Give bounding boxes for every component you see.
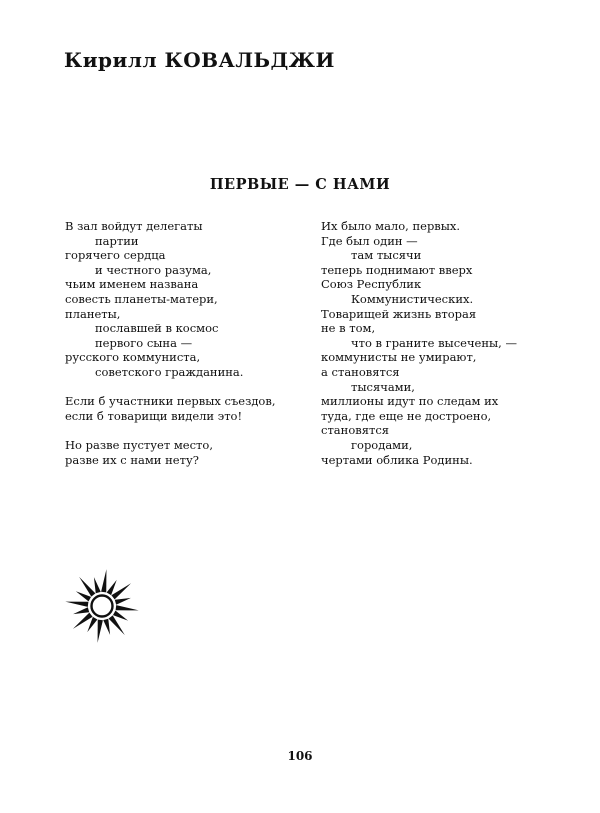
poem-left-column: [65, 219, 275, 467]
poem-line: Если б участники первых съездов,: [65, 394, 276, 409]
stanza-break: [65, 380, 275, 395]
sun-ray: [115, 598, 131, 605]
sun-ray: [101, 569, 106, 592]
poem-line: Их было мало, первых.: [321, 219, 461, 233]
sun-ray: [113, 611, 128, 621]
author-name: Кирилл КОВАЛЬДЖИ: [64, 48, 335, 72]
sun-ray: [94, 577, 101, 593]
poem-line: горячего сердца: [65, 248, 166, 263]
poem-line: планеты,: [65, 306, 121, 321]
page-number: 106: [287, 749, 313, 763]
poem-line: тысячами,: [351, 379, 415, 394]
sun-ray: [65, 602, 88, 607]
poem-line: там тысячи: [351, 248, 422, 263]
sun-icon: [62, 566, 142, 646]
poem-line: партии: [95, 233, 139, 248]
poem-line: русского коммуниста,: [65, 350, 201, 365]
poem-line: Но разве пустует место,: [65, 437, 213, 452]
poem-line: коммунисты не умирают,: [321, 350, 477, 365]
stanza-break: [65, 423, 275, 438]
poem-line: советского гражданина.: [95, 364, 244, 379]
sun-ray: [98, 620, 103, 643]
poem-line: а становятся: [321, 364, 400, 379]
sun-ray: [73, 607, 89, 614]
poem-right-column: [321, 219, 517, 467]
poem-line: Коммунистических.: [351, 291, 474, 306]
sun-ray: [116, 605, 139, 610]
poem-line: Товарищей жизнь вторая: [321, 306, 477, 321]
poem-line: чьим именем названа: [65, 277, 199, 292]
poem-line: туда, где еще не достроено,: [321, 408, 492, 423]
poem-title: ПЕРВЫЕ — С НАМИ: [209, 176, 391, 193]
poem-line: становятся: [321, 423, 390, 438]
poem-line: теперь поднимают вверх: [321, 262, 473, 277]
poem-line: городами,: [351, 437, 413, 452]
poem-line: совесть планеты-матери,: [65, 291, 218, 306]
poem-line: чертами облика Родины.: [321, 452, 473, 467]
sun-ray: [107, 580, 117, 595]
poem-line: что в граните высечены, —: [351, 335, 517, 350]
sun-ray: [87, 617, 97, 632]
poem-line: Союз Республик: [321, 277, 422, 292]
poem-line: В зал войдут делегаты: [65, 219, 203, 233]
poem-line: и честного разума,: [95, 262, 212, 277]
poem-line: разве их с нами нету?: [65, 452, 199, 467]
poem-line: Где был один —: [321, 233, 418, 248]
sun-ray: [103, 619, 110, 635]
sun-ray: [76, 591, 91, 601]
poem-line: первого сына —: [95, 335, 193, 350]
poem-line: если б товарищи видели это!: [65, 408, 243, 423]
poem-line: миллионы идут по следам их: [321, 394, 499, 409]
poem-line: не в том,: [321, 321, 376, 336]
poem-line: пославшей в космос: [95, 321, 219, 336]
